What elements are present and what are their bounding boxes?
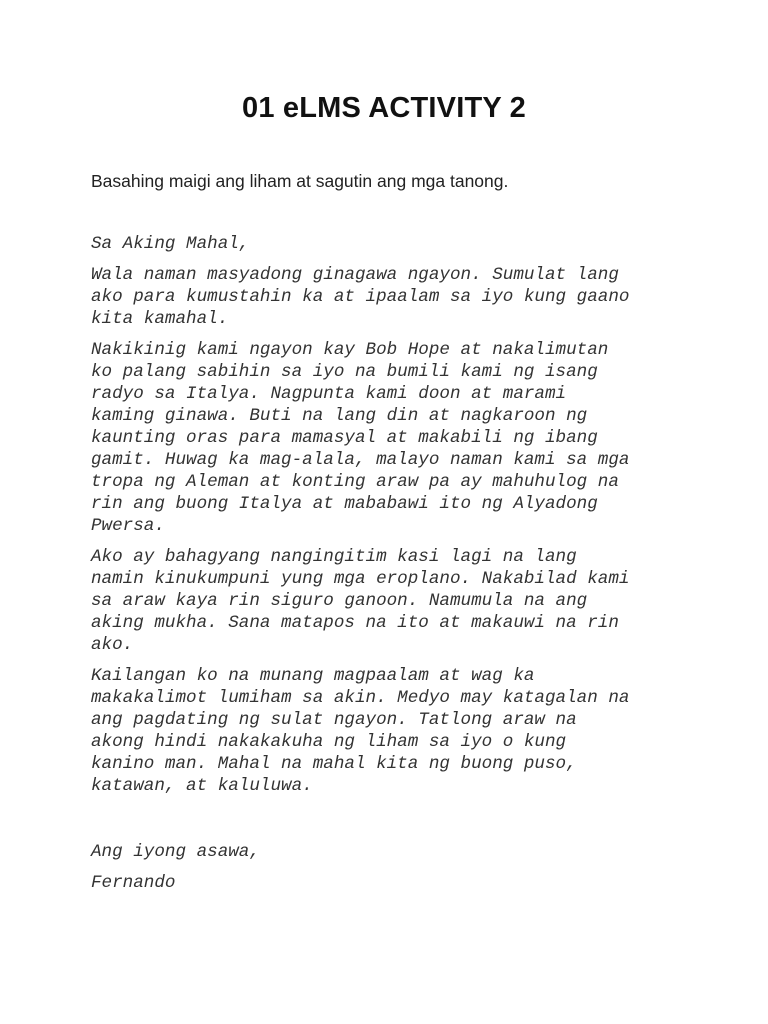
letter-line: kaming ginawa. Buti na lang din at nagkaroon ng bbox=[91, 406, 588, 426]
letter-line: ko palang sabihin sa iyo na bumili kami ng isang bbox=[91, 362, 598, 382]
letter-line: Nakikinig kami ngayon kay Bob Hope at nakalimutan bbox=[91, 340, 609, 360]
letter-signature: Fernando bbox=[91, 873, 176, 893]
instruction-text: Basahing maigi ang liham at sagutin ang mga tanong. bbox=[91, 171, 509, 191]
letter-paragraph-2 bbox=[91, 339, 691, 537]
letter-line: ako. bbox=[91, 635, 134, 655]
letter-closing: Ang iyong asawa, bbox=[91, 842, 260, 862]
letter-paragraph-1 bbox=[91, 264, 691, 330]
letter-line: Ako ay bahagyang nangingitim kasi lagi na lang bbox=[91, 547, 577, 567]
letter-line: makakalimot lumiham sa akin. Medyo may katagalan na bbox=[91, 688, 630, 708]
letter-line: sa araw kaya rin siguro ganoon. Namumula na ang bbox=[91, 591, 588, 611]
letter-line: kaunting oras para mamasyal at makabili ng ibang bbox=[91, 428, 598, 448]
letter-line: kita kamahal. bbox=[91, 309, 229, 329]
letter-line: namin kinukumpuni yung mga eroplano. Nakabilad kami bbox=[91, 569, 630, 589]
spacer bbox=[91, 806, 691, 841]
letter-body bbox=[91, 233, 691, 894]
letter-paragraph-4 bbox=[91, 665, 691, 797]
letter-line: ang pagdating ng sulat ngayon. Tatlong araw na bbox=[91, 710, 577, 730]
letter-line: Wala naman masyadong ginagawa ngayon. Sumulat lang bbox=[91, 265, 619, 285]
letter-line: Kailangan ko na munang magpaalam at wag ka bbox=[91, 666, 535, 686]
letter-line: kanino man. Mahal na mahal kita ng buong puso, bbox=[91, 754, 577, 774]
letter-line: rin ang buong Italya at mababawi ito ng Alyadong bbox=[91, 494, 598, 514]
letter-line: Pwersa. bbox=[91, 516, 165, 536]
letter-line: gamit. Huwag ka mag-alala, malayo naman kami sa mga bbox=[91, 450, 630, 470]
letter-line: katawan, at kaluluwa. bbox=[91, 776, 313, 796]
letter-line: radyo sa Italya. Nagpunta kami doon at marami bbox=[91, 384, 567, 404]
letter-line: akong hindi nakakakuha ng liham sa iyo o kung bbox=[91, 732, 567, 752]
letter-line: ako para kumustahin ka at ipaalam sa iyo kung gaano bbox=[91, 287, 630, 307]
document-title: 01 eLMS ACTIVITY 2 bbox=[241, 92, 526, 124]
letter-greeting: Sa Aking Mahal, bbox=[91, 234, 250, 254]
letter-line: tropa ng Aleman at konting araw pa ay mahuhulog na bbox=[91, 472, 619, 492]
letter-paragraph-3 bbox=[91, 546, 691, 656]
letter-line: aking mukha. Sana matapos na ito at makauwi na rin bbox=[91, 613, 619, 633]
